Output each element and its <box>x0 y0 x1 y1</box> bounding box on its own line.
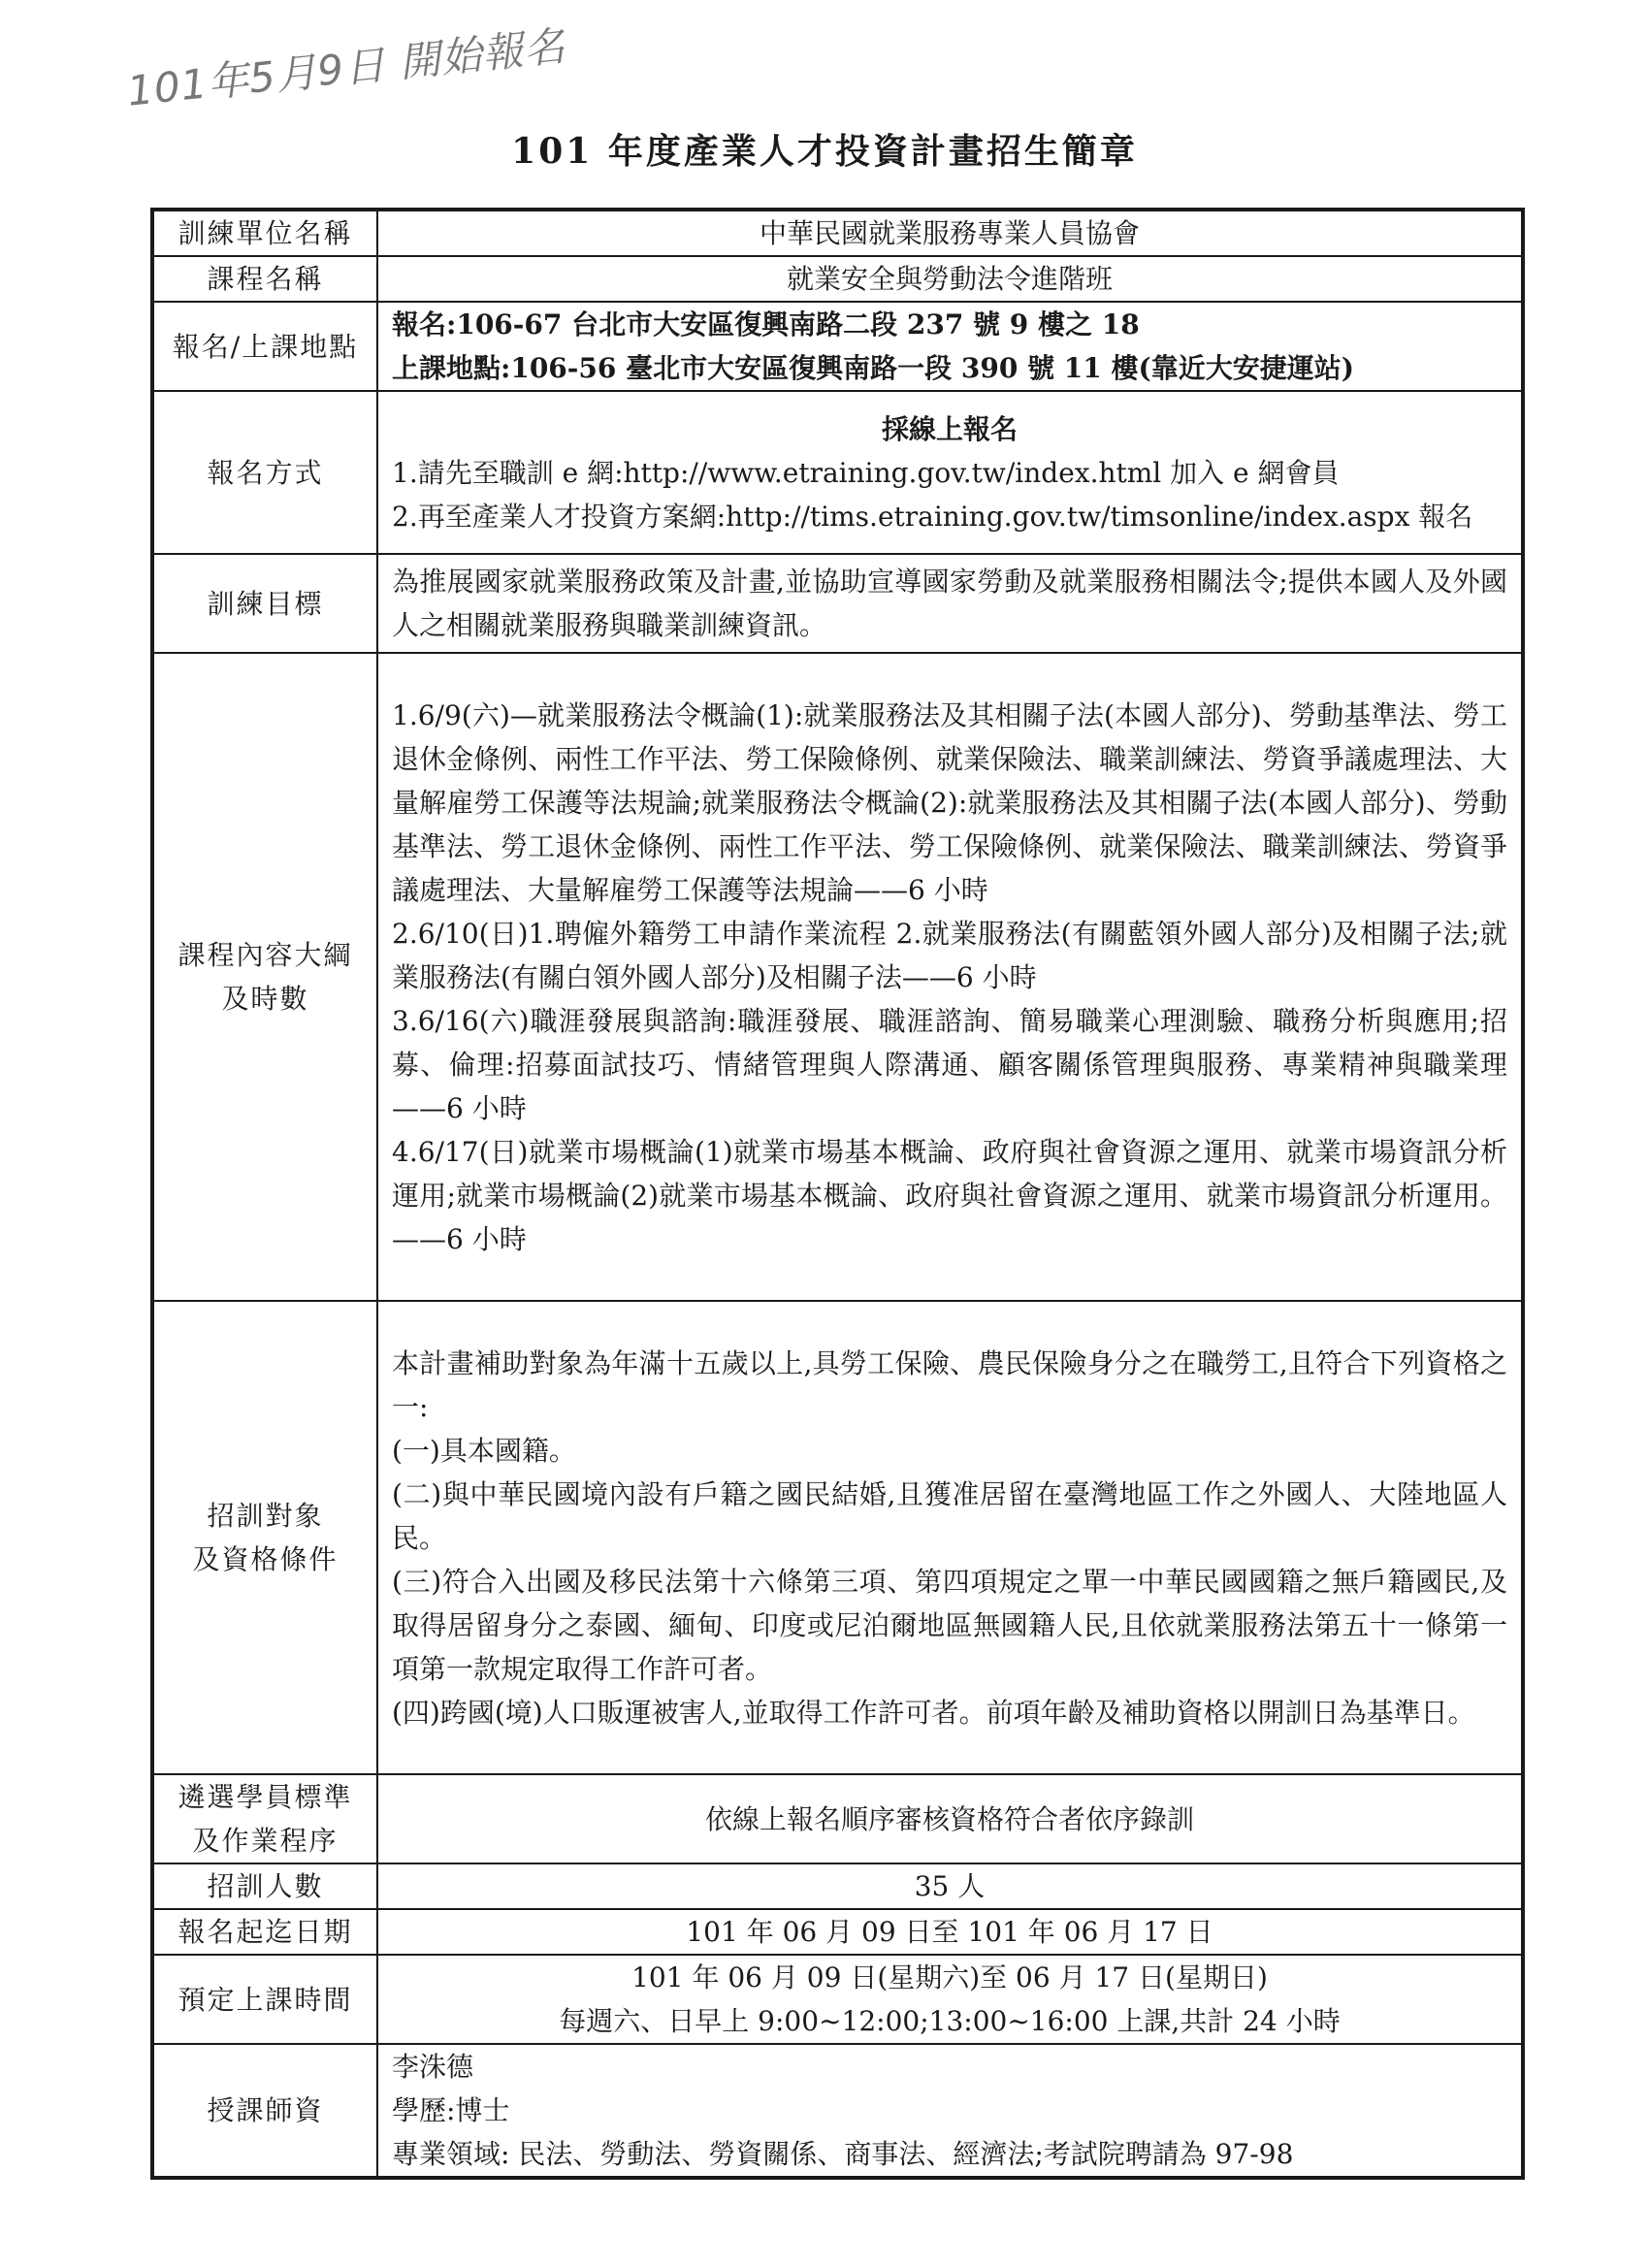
online-registration-heading: 採線上報名 <box>881 412 1018 445</box>
row-location <box>152 302 1523 391</box>
value-course-name: 就業安全與勞動法令進階班 <box>377 256 1523 302</box>
value-registration-method <box>377 391 1523 554</box>
label-selection <box>152 1774 377 1863</box>
value-selection: 依線上報名順序審核資格符合者依序錄訓 <box>377 1774 1523 1863</box>
outline-session-1: 1.6/9(六)—就業服務法令概論(1):就業服務法及其相關子法(本國人部分)、勞動基準法、勞工退休金條例、兩性工作平法、勞工保險條例、就業保險法、職業訓練法、勞資爭議處理法、大量解雇勞工保護等法規論;就業服務法令概論(2):就業服務法及其相關子法(本國人部分)、勞動基準法、勞工退休金條例、兩性工作平法、勞工保險條例、就業保險法、職業訓練法、勞資爭議處理法、大量解雇勞工保護等法規論——6 小時 <box>392 698 1507 906</box>
eligibility-item-3: (三)符合入出國及移民法第十六條第三項、第四項規定之單一中華民國國籍之無戶籍國民,及取得居留身分之泰國、緬甸、印度或尼泊爾地區無國籍人民,且依就業服務法第五十一條第一項第一款規定取得工作許可者。 <box>392 1565 1507 1685</box>
label-registration-period: 報名起迄日期 <box>152 1909 377 1955</box>
handwritten-note: 101年5月9日 開始報名 <box>124 21 568 115</box>
instructor-name: 李洙德 <box>392 2051 474 2083</box>
value-training-goal: 為推展國家就業服務政策及計畫,並協助宣導國家勞動及就業服務相關法令;提供本國人及外國人之相關就業服務與職業訓練資訊。 <box>377 554 1523 653</box>
value-quota: 35 人 <box>377 1863 1523 1909</box>
label-eligibility-line1: 招訓對象 <box>207 1500 324 1532</box>
label-eligibility <box>152 1301 377 1774</box>
document-title: 101 年度產業人才投資計畫招生簡章 <box>511 131 1138 172</box>
method-step-1: 1.請先至職訓 e 網:http://www.etraining.gov.tw/index.html 加入 e 網會員 <box>392 456 1340 489</box>
eligibility-item-1: (一)具本國籍。 <box>392 1434 576 1467</box>
label-training-unit: 訓練單位名稱 <box>152 210 377 256</box>
label-course-outline-line2: 及時數 <box>221 983 309 1015</box>
row-training-unit <box>152 210 1523 256</box>
row-course-outline <box>152 653 1523 1301</box>
row-course-name <box>152 256 1523 302</box>
value-class-schedule <box>377 1955 1523 2044</box>
value-eligibility <box>377 1301 1523 1774</box>
outline-session-2: 2.6/10(日)1.聘僱外籍勞工申請作業流程 2.就業服務法(有關藍領外國人部分)及相關子法;就業服務法(有關白領外國人部分)及相關子法——6 小時 <box>392 917 1507 993</box>
value-training-unit: 中華民國就業服務專業人員協會 <box>377 210 1523 256</box>
row-registration-method <box>152 391 1523 554</box>
label-course-outline-line1: 課程內容大綱 <box>178 939 353 971</box>
label-course-name: 課程名稱 <box>152 256 377 302</box>
registration-address: 報名:106-67 台北市大安區復興南路二段 237 號 9 樓之 18 <box>392 308 1140 340</box>
row-training-goal <box>152 554 1523 653</box>
method-step-2: 2.再至產業人才投資方案網:http://tims.etraining.gov.tw/timsonline/index.aspx 報名 <box>392 500 1473 533</box>
value-course-outline <box>377 653 1523 1301</box>
label-registration-method: 報名方式 <box>152 391 377 554</box>
instructor-education: 學歷:博士 <box>392 2094 510 2126</box>
label-location: 報名/上課地點 <box>152 302 377 391</box>
label-course-outline <box>152 653 377 1301</box>
row-eligibility <box>152 1301 1523 1774</box>
label-selection-line2: 及作業程序 <box>192 1825 339 1857</box>
label-instructor: 授課師資 <box>152 2044 377 2178</box>
eligibility-item-2: (二)與中華民國境內設有戶籍之國民結婚,且獲准居留在臺灣地區工作之外國人、大陸地區人民。 <box>392 1477 1507 1554</box>
row-quota <box>152 1863 1523 1909</box>
info-table <box>150 208 1525 2180</box>
value-location <box>377 302 1523 391</box>
label-class-schedule: 預定上課時間 <box>152 1955 377 2044</box>
outline-session-4: 4.6/17(日)就業市場概論(1)就業市場基本概論、政府與社會資源之運用、就業市場資訊分析運用;就業市場概論(2)就業市場基本概論、政府與社會資源之運用、就業市場資訊分析運用。——6 小時 <box>392 1135 1507 1255</box>
outline-session-3: 3.6/16(六)職涯發展與諮詢:職涯發展、職涯諮詢、簡易職業心理測驗、職務分析與應用;招募、倫理:招募面試技巧、情緒管理與人際溝通、顧客關係管理與服務、專業精神與職業理——6 小時 <box>392 1004 1507 1124</box>
value-instructor <box>377 2044 1523 2178</box>
label-eligibility-line2: 及資格條件 <box>192 1543 339 1575</box>
label-quota: 招訓人數 <box>152 1863 377 1909</box>
row-class-schedule <box>152 1955 1523 2044</box>
row-registration-period <box>152 1909 1523 1955</box>
row-selection <box>152 1774 1523 1863</box>
instructor-field: 專業領域: 民法、勞動法、勞資關係、商事法、經濟法;考試院聘請為 97-98 <box>392 2138 1294 2170</box>
eligibility-intro: 本計畫補助對象為年滿十五歲以上,具勞工保險、農民保險身分之在職勞工,且符合下列資格之一: <box>392 1346 1507 1423</box>
value-registration-period: 101 年 06 月 09 日至 101 年 06 月 17 日 <box>377 1909 1523 1955</box>
label-training-goal: 訓練目標 <box>152 554 377 653</box>
class-address: 上課地點:106-56 臺北市大安區復興南路一段 390 號 11 樓(靠近大安捷運站) <box>392 352 1355 384</box>
label-selection-line1: 遴選學員標準 <box>178 1781 353 1813</box>
eligibility-item-4: (四)跨國(境)人口販運被害人,並取得工作許可者。前項年齡及補助資格以開訓日為基準日。 <box>392 1696 1475 1729</box>
schedule-hours: 每週六、日早上 9:00~12:00;13:00~16:00 上課,共計 24 小時 <box>559 2005 1341 2037</box>
schedule-dates: 101 年 06 月 09 日(星期六)至 06 月 17 日(星期日) <box>631 1961 1268 1993</box>
row-instructor <box>152 2044 1523 2178</box>
